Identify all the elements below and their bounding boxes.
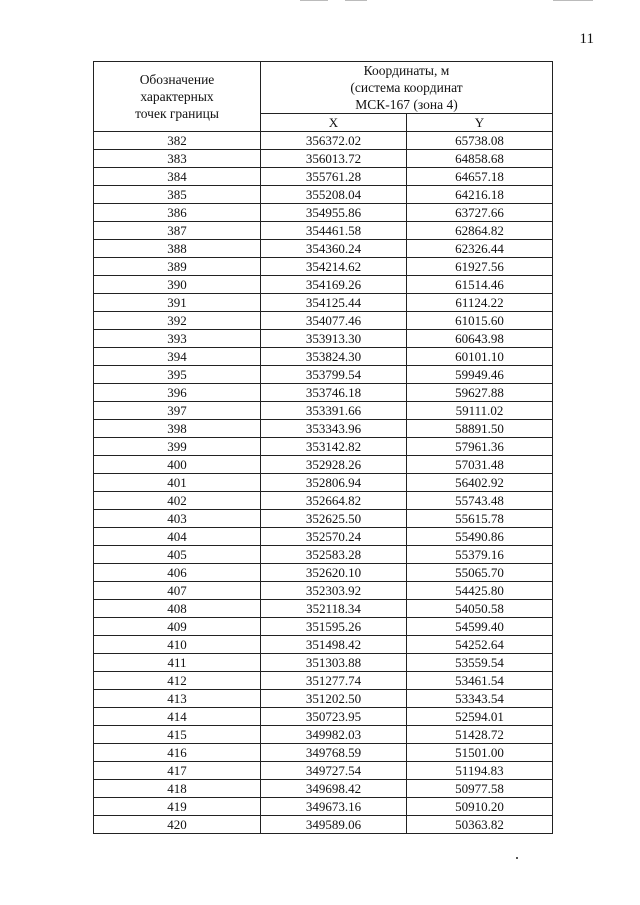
y-coordinate-cell: 50977.58 [407, 780, 553, 798]
y-coordinate-cell: 51428.72 [407, 726, 553, 744]
scan-artifact [516, 857, 518, 859]
point-number-cell: 413 [94, 690, 261, 708]
y-coordinate-cell: 53559.54 [407, 654, 553, 672]
table-row [94, 564, 553, 582]
scan-artifact [553, 0, 593, 1]
y-coordinate-cell: 62326.44 [407, 240, 553, 258]
x-coordinate-cell: 353799.54 [261, 366, 407, 384]
table-row [94, 510, 553, 528]
point-number-cell: 386 [94, 204, 261, 222]
table-row [94, 744, 553, 762]
table-row [94, 132, 553, 150]
x-coordinate-cell: 354169.26 [261, 276, 407, 294]
y-coordinate-cell: 55743.48 [407, 492, 553, 510]
x-coordinate-cell: 349673.16 [261, 798, 407, 816]
point-number-cell: 418 [94, 780, 261, 798]
table-row [94, 150, 553, 168]
point-number-cell: 419 [94, 798, 261, 816]
x-coordinate-cell: 349589.06 [261, 816, 407, 834]
x-coordinate-cell: 352806.94 [261, 474, 407, 492]
x-coordinate-cell: 352570.24 [261, 528, 407, 546]
x-coordinate-cell: 354214.62 [261, 258, 407, 276]
table-row [94, 546, 553, 564]
y-coordinate-cell: 64657.18 [407, 168, 553, 186]
table-row [94, 258, 553, 276]
y-coordinate-cell: 51501.00 [407, 744, 553, 762]
point-column-header [94, 62, 261, 132]
y-coordinate-cell: 59949.46 [407, 366, 553, 384]
y-coordinate-cell: 59627.88 [407, 384, 553, 402]
y-coordinate-cell: 55490.86 [407, 528, 553, 546]
x-coordinate-cell: 350723.95 [261, 708, 407, 726]
table-row [94, 456, 553, 474]
table-row [94, 366, 553, 384]
y-coordinate-cell: 58891.50 [407, 420, 553, 438]
y-coordinate-cell: 64216.18 [407, 186, 553, 204]
x-coordinate-cell: 351277.74 [261, 672, 407, 690]
y-coordinate-cell: 52594.01 [407, 708, 553, 726]
x-coordinate-cell: 354125.44 [261, 294, 407, 312]
table-row [94, 384, 553, 402]
coords-header-line: МСК-167 (зона 4) [355, 97, 458, 112]
scan-artifact [345, 0, 367, 1]
point-number-cell: 390 [94, 276, 261, 294]
x-coordinate-cell: 351303.88 [261, 654, 407, 672]
x-coordinate-cell: 352625.50 [261, 510, 407, 528]
point-number-cell: 392 [94, 312, 261, 330]
table-row [94, 618, 553, 636]
table-row [94, 474, 553, 492]
table-row [94, 672, 553, 690]
y-coordinate-cell: 50910.20 [407, 798, 553, 816]
table-row [94, 168, 553, 186]
y-coordinate-cell: 55065.70 [407, 564, 553, 582]
y-coordinate-cell: 55615.78 [407, 510, 553, 528]
x-coordinate-cell: 349768.59 [261, 744, 407, 762]
x-coordinate-cell: 354360.24 [261, 240, 407, 258]
y-coordinate-cell: 57031.48 [407, 456, 553, 474]
x-coordinate-cell: 353142.82 [261, 438, 407, 456]
x-coordinate-cell: 352583.28 [261, 546, 407, 564]
point-number-cell: 416 [94, 744, 261, 762]
point-number-cell: 414 [94, 708, 261, 726]
page-number: 11 [579, 31, 594, 47]
point-header-line: характерных [140, 89, 214, 104]
table-row [94, 654, 553, 672]
y-coordinate-cell: 60101.10 [407, 348, 553, 366]
point-number-cell: 397 [94, 402, 261, 420]
y-coordinate-cell: 54599.40 [407, 618, 553, 636]
x-coordinate-cell: 352118.34 [261, 600, 407, 618]
x-coordinate-cell: 349982.03 [261, 726, 407, 744]
point-number-cell: 401 [94, 474, 261, 492]
point-number-cell: 407 [94, 582, 261, 600]
table-row [94, 582, 553, 600]
y-coordinate-cell: 64858.68 [407, 150, 553, 168]
point-number-cell: 412 [94, 672, 261, 690]
coords-header-line: (система координат [350, 80, 463, 95]
x-coordinate-cell: 352303.92 [261, 582, 407, 600]
table-row [94, 294, 553, 312]
point-number-cell: 411 [94, 654, 261, 672]
y-coordinate-cell: 65738.08 [407, 132, 553, 150]
x-coordinate-cell: 354077.46 [261, 312, 407, 330]
point-number-cell: 399 [94, 438, 261, 456]
point-number-cell: 395 [94, 366, 261, 384]
x-coordinate-cell: 353343.96 [261, 420, 407, 438]
table-row [94, 438, 553, 456]
table-row [94, 780, 553, 798]
y-coordinate-cell: 51194.83 [407, 762, 553, 780]
y-coordinate-cell: 60643.98 [407, 330, 553, 348]
point-number-cell: 410 [94, 636, 261, 654]
table-row [94, 726, 553, 744]
coords-header-line: Координаты, м [363, 63, 450, 78]
x-coordinate-cell: 355761.28 [261, 168, 407, 186]
x-coordinate-cell: 349698.42 [261, 780, 407, 798]
y-coordinate-cell: 61514.46 [407, 276, 553, 294]
y-coordinate-cell: 61927.56 [407, 258, 553, 276]
point-number-cell: 387 [94, 222, 261, 240]
table-row [94, 690, 553, 708]
y-coordinate-cell: 59111.02 [407, 402, 553, 420]
point-number-cell: 391 [94, 294, 261, 312]
point-number-cell: 400 [94, 456, 261, 474]
table-row [94, 330, 553, 348]
x-coordinate-cell: 352620.10 [261, 564, 407, 582]
coordinates-table [93, 61, 553, 834]
point-number-cell: 404 [94, 528, 261, 546]
point-number-cell: 415 [94, 726, 261, 744]
y-coordinate-cell: 54050.58 [407, 600, 553, 618]
table-row [94, 402, 553, 420]
point-number-cell: 384 [94, 168, 261, 186]
point-number-cell: 385 [94, 186, 261, 204]
y-coordinate-cell: 62864.82 [407, 222, 553, 240]
point-header-line: точек границы [135, 106, 219, 121]
y-coordinate-cell: 50363.82 [407, 816, 553, 834]
point-number-cell: 402 [94, 492, 261, 510]
x-coordinate-cell: 353746.18 [261, 384, 407, 402]
table-row [94, 204, 553, 222]
y-column-header: Y [407, 114, 553, 132]
coords-column-header [261, 62, 553, 114]
y-coordinate-cell: 54425.80 [407, 582, 553, 600]
table-row [94, 600, 553, 618]
y-coordinate-cell: 57961.36 [407, 438, 553, 456]
table-row [94, 798, 553, 816]
x-column-header: X [261, 114, 407, 132]
y-coordinate-cell: 56402.92 [407, 474, 553, 492]
x-coordinate-cell: 354955.86 [261, 204, 407, 222]
point-number-cell: 396 [94, 384, 261, 402]
table-row [94, 186, 553, 204]
point-number-cell: 383 [94, 150, 261, 168]
x-coordinate-cell: 356372.02 [261, 132, 407, 150]
table-row [94, 708, 553, 726]
x-coordinate-cell: 355208.04 [261, 186, 407, 204]
point-number-cell: 388 [94, 240, 261, 258]
point-number-cell: 420 [94, 816, 261, 834]
point-number-cell: 393 [94, 330, 261, 348]
table-row [94, 312, 553, 330]
table-row [94, 762, 553, 780]
table-body [94, 132, 553, 834]
table-row [94, 420, 553, 438]
x-coordinate-cell: 352664.82 [261, 492, 407, 510]
point-number-cell: 406 [94, 564, 261, 582]
table-row [94, 240, 553, 258]
scan-artifact [300, 0, 328, 1]
point-number-cell: 408 [94, 600, 261, 618]
y-coordinate-cell: 54252.64 [407, 636, 553, 654]
y-coordinate-cell: 61124.22 [407, 294, 553, 312]
point-number-cell: 394 [94, 348, 261, 366]
y-coordinate-cell: 53461.54 [407, 672, 553, 690]
table-row [94, 816, 553, 834]
x-coordinate-cell: 352928.26 [261, 456, 407, 474]
x-coordinate-cell: 351498.42 [261, 636, 407, 654]
table-row [94, 528, 553, 546]
point-number-cell: 382 [94, 132, 261, 150]
x-coordinate-cell: 353824.30 [261, 348, 407, 366]
table-row [94, 222, 553, 240]
point-header-line: Обозначение [139, 72, 215, 87]
table-row [94, 492, 553, 510]
x-coordinate-cell: 354461.58 [261, 222, 407, 240]
y-coordinate-cell: 53343.54 [407, 690, 553, 708]
x-coordinate-cell: 349727.54 [261, 762, 407, 780]
point-number-cell: 403 [94, 510, 261, 528]
y-coordinate-cell: 63727.66 [407, 204, 553, 222]
x-coordinate-cell: 351595.26 [261, 618, 407, 636]
point-number-cell: 417 [94, 762, 261, 780]
point-number-cell: 398 [94, 420, 261, 438]
x-coordinate-cell: 353391.66 [261, 402, 407, 420]
x-coordinate-cell: 353913.30 [261, 330, 407, 348]
x-coordinate-cell: 351202.50 [261, 690, 407, 708]
table-row [94, 276, 553, 294]
x-coordinate-cell: 356013.72 [261, 150, 407, 168]
point-number-cell: 409 [94, 618, 261, 636]
y-coordinate-cell: 55379.16 [407, 546, 553, 564]
point-number-cell: 389 [94, 258, 261, 276]
table-row [94, 636, 553, 654]
table-row [94, 348, 553, 366]
y-coordinate-cell: 61015.60 [407, 312, 553, 330]
point-number-cell: 405 [94, 546, 261, 564]
